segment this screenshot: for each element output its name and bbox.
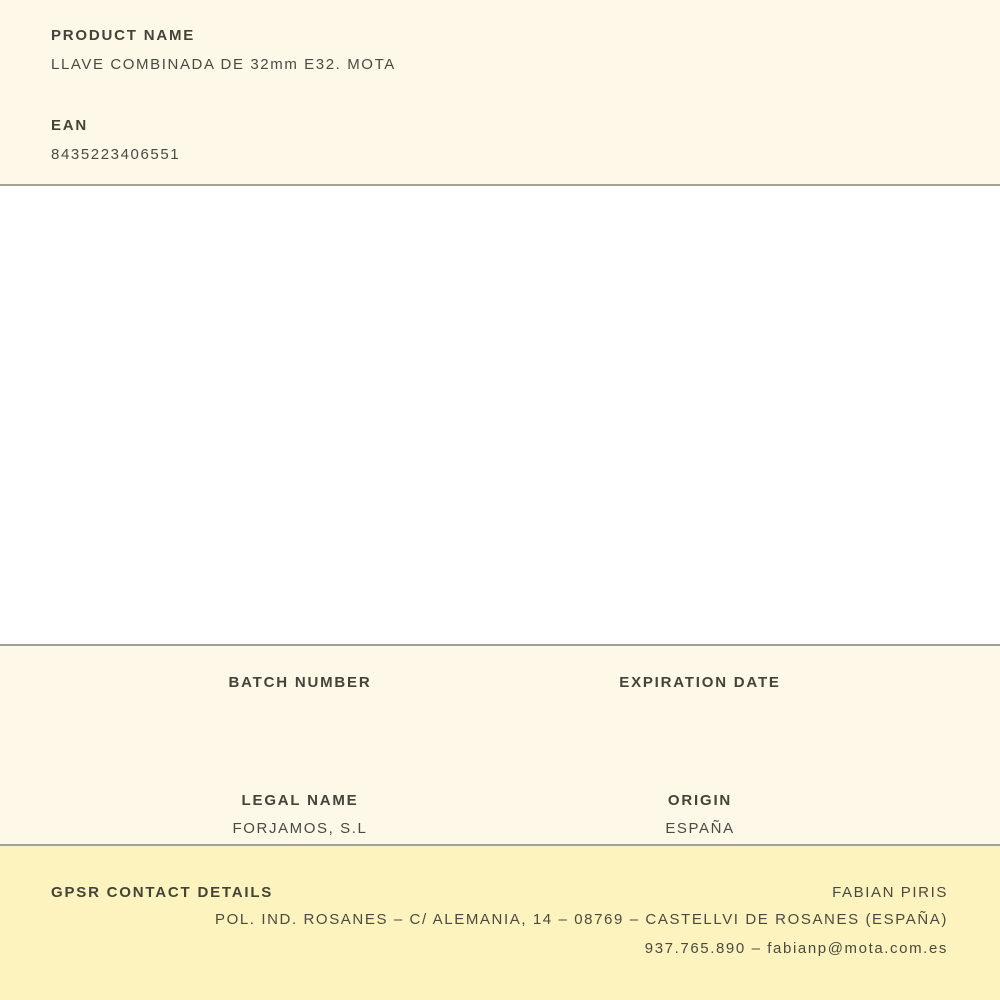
legal-name-cell — [100, 791, 500, 839]
details-row-batch-expiration — [100, 673, 900, 721]
legal-name-label: LEGAL NAME — [241, 792, 359, 809]
batch-number-label: BATCH NUMBER — [228, 674, 372, 691]
details-row-spacer — [100, 721, 900, 791]
expiration-date-value — [510, 701, 890, 721]
details-row-legal-origin — [100, 791, 900, 839]
origin-value: ESPAÑA — [665, 820, 735, 837]
origin-cell — [500, 791, 900, 839]
batch-number-cell — [100, 673, 500, 721]
origin-label: ORIGIN — [667, 792, 733, 809]
gpsr-contact-section — [0, 844, 1000, 1000]
product-image-area — [0, 186, 1000, 644]
product-name-label: PRODUCT NAME — [51, 27, 196, 44]
gpsr-title: GPSR CONTACT DETAILS — [51, 884, 274, 901]
product-name-value: LLAVE COMBINADA DE 32mm E32. MOTA — [51, 56, 396, 73]
product-details-section — [0, 644, 1000, 844]
expiration-date-label: EXPIRATION DATE — [619, 674, 781, 691]
ean-value: 8435223406551 — [51, 146, 181, 163]
ean-label: EAN — [51, 117, 89, 134]
expiration-date-cell — [500, 673, 900, 721]
gpsr-contact-address: POL. IND. ROSANES – C/ ALEMANIA, 14 – 08769 – CASTELLVI DE ROSANES (ESPAÑA) — [214, 911, 948, 928]
gpsr-contact-name: FABIAN PIRIS — [832, 884, 948, 901]
gpsr-title-row — [51, 883, 948, 903]
product-header-section — [0, 0, 1000, 186]
batch-number-value — [110, 701, 490, 721]
gpsr-contact-phone-email: 937.765.890 – fabianp@mota.com.es — [644, 940, 948, 957]
legal-name-value: FORJAMOS, S.L — [232, 820, 368, 837]
